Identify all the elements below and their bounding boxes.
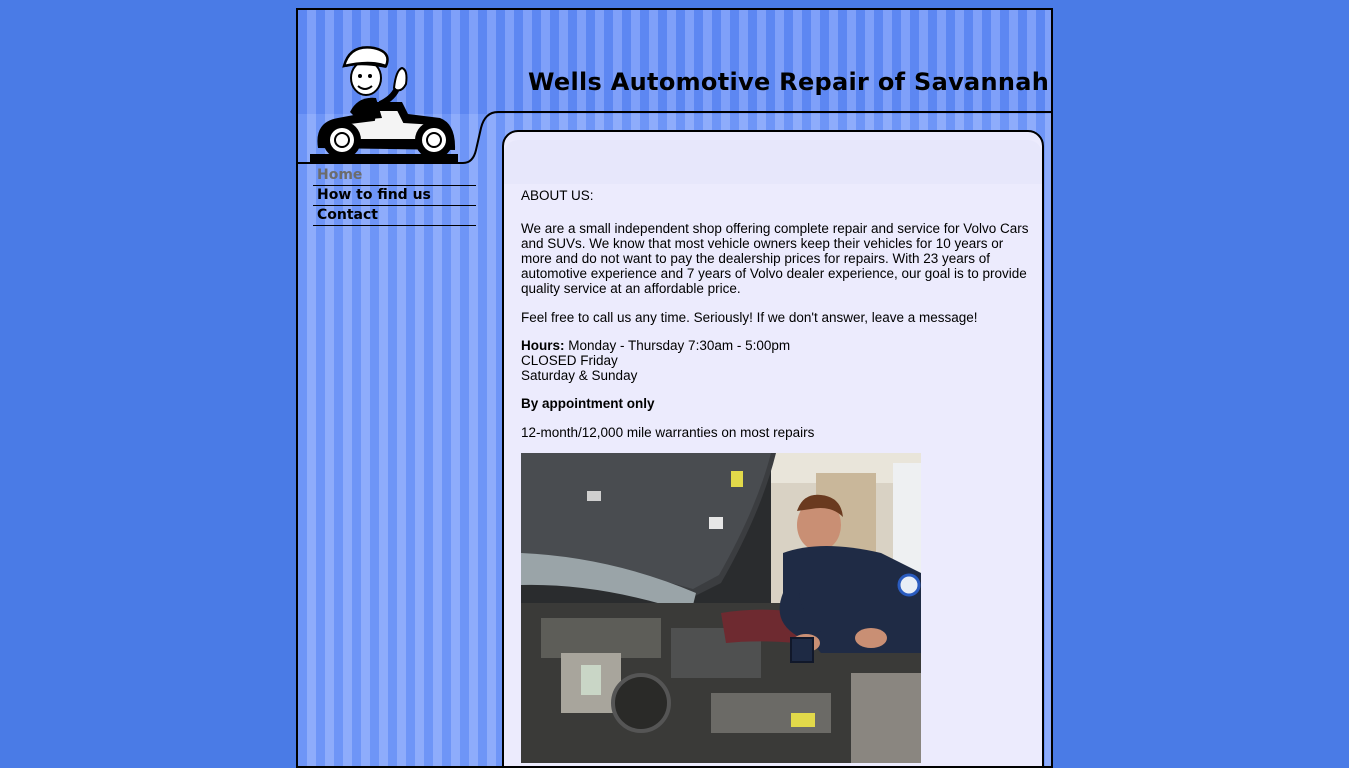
intro-paragraph: We are a small independent shop offering complete repair and service for Volvo Cars and SUVs. We know that most vehicle owners keep their vehicles for 10 years or more and do not want to pay the dealership prices for repairs. With 23 years of automotive experience and 7 years of Volvo dealer experience, our goal is to provide quality service at an affordable price. <box>521 221 1029 296</box>
about-us-heading: ABOUT US: <box>521 188 594 203</box>
hours-weekday: Monday - Thursday 7:30am - 5:00pm <box>564 338 791 353</box>
nav-item-home[interactable]: Home <box>313 166 476 186</box>
nav-item-how-to-find-us[interactable]: How to find us <box>313 186 476 206</box>
nav-item-contact[interactable]: Contact <box>313 206 476 226</box>
site-title: Wells Automotive Repair of Savannah <box>528 68 1050 96</box>
hours-friday: CLOSED Friday <box>521 353 618 368</box>
content-top-band <box>504 140 1042 184</box>
main-content <box>521 188 1029 763</box>
call-us-paragraph: Feel free to call us any time. Seriously! If we don't answer, leave a message! <box>521 310 978 325</box>
main-nav <box>313 166 476 226</box>
content-panel <box>502 130 1044 768</box>
warranty-note: 12-month/12,000 mile warranties on most repairs <box>521 425 815 440</box>
hours-weekend: Saturday & Sunday <box>521 368 638 383</box>
mechanic-engine-photo-icon <box>521 453 921 763</box>
page-frame <box>296 8 1053 768</box>
appointment-note: By appointment only <box>521 396 655 411</box>
hours-block <box>521 338 1029 383</box>
cartoon-driver-car-logo-icon[interactable] <box>310 40 460 165</box>
hours-label: Hours: <box>521 338 565 353</box>
